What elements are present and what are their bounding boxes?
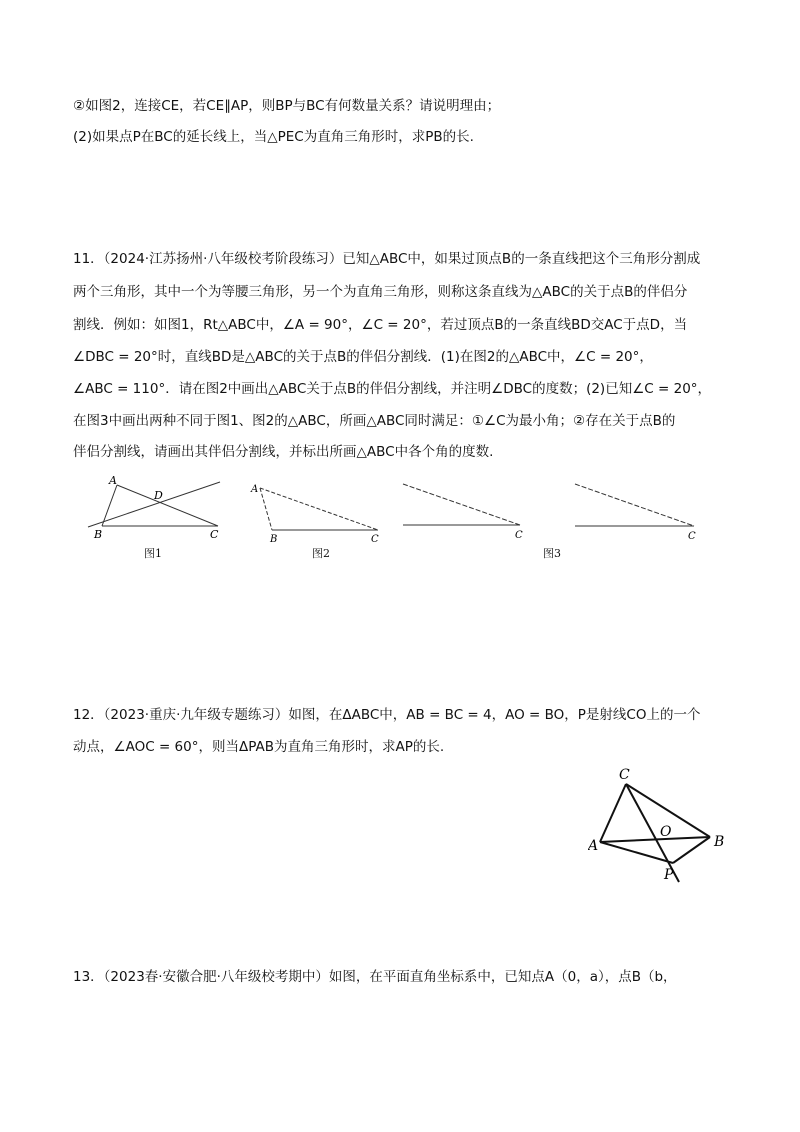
problem-11-line-1: 11．（2024·江苏扬州·八年级校考阶段练习）已知△ABC中，如果过顶点B的一条直线把这个三角形分割成 [73, 251, 701, 267]
fig1-label-c: C [210, 528, 219, 541]
figure-3-caption: 图3 [543, 547, 561, 560]
fig2-label-c: C [371, 534, 379, 545]
fig12-label-b: B [714, 834, 725, 850]
fig12-label-p: P [664, 867, 674, 883]
problem-10-part2-line: (2)如果点P在BC的延长线上，当△PEC为直角三角形时，求PB的长. [73, 129, 474, 145]
fig1-label-b: B [94, 528, 103, 541]
problem-12-line-1: 12．（2023·重庆·九年级专题练习）如图，在ΔABC中，AB = BC = 4，AO = BO，P是射线CO上的一个 [73, 707, 701, 723]
fig2-label-a: A [251, 484, 259, 495]
figure-problem-12 [588, 762, 738, 892]
fig2-label-b: B [270, 534, 278, 545]
figure-1-caption: 图1 [144, 547, 162, 560]
figure-1 [80, 472, 230, 552]
figure-3 [398, 478, 708, 548]
fig3-label-c1: C [515, 530, 523, 541]
fig12-label-o: O [660, 824, 672, 840]
problem-10-part1-line: ②如图2，连接CE，若CE∥AP，则BP与BC有何数量关系？请说明理由； [73, 98, 501, 114]
problem-11-line-7: 伴侣分割线，请画出其伴侣分割线，并标出所画△ABC中各个角的度数. [73, 444, 494, 460]
problem-11-line-2: 两个三角形，其中一个为等腰三角形，另一个为直角三角形，则称这条直线为△ABC的关于点B的伴侣分 [73, 284, 688, 300]
problem-11-line-4: ∠DBC = 20°时，直线BD是△ABC的关于点B的伴侣分割线．(1)在图2的△ABC中，∠C = 20°， [73, 349, 653, 365]
problem-11-line-6: 在图3中画出两种不同于图1、图2的△ABC，所画△ABC同时满足：①∠C为最小角；②存在关于点B的 [73, 413, 676, 429]
problem-11-line-5: ∠ABC = 110°．请在图2中画出△ABC关于点B的伴侣分割线，并注明∠DBC的度数；(2)已知∠C = 20°， [73, 381, 712, 397]
fig3-label-c2: C [688, 531, 696, 542]
problem-12-line-2: 动点，∠AOC = 60°，则当ΔPAB为直角三角形时，求AP的长. [73, 739, 445, 755]
problem-11-line-3: 割线．例如：如图1，Rt△ABC中，∠A = 90°，∠C = 20°，若过顶点B的一条直线BD交AC于点D，当 [73, 317, 688, 333]
fig1-label-a: A [109, 474, 117, 487]
fig1-label-d: D [154, 489, 163, 502]
problem-13-line-1: 13．（2023春·安徽合肥·八年级校考期中）如图，在平面直角坐标系中，已知点A（0，a），点B（b， [73, 969, 677, 985]
figure-2 [248, 478, 388, 548]
fig12-label-a: A [588, 838, 599, 854]
figure-2-caption: 图2 [312, 547, 330, 560]
fig12-label-c: C [619, 767, 630, 783]
